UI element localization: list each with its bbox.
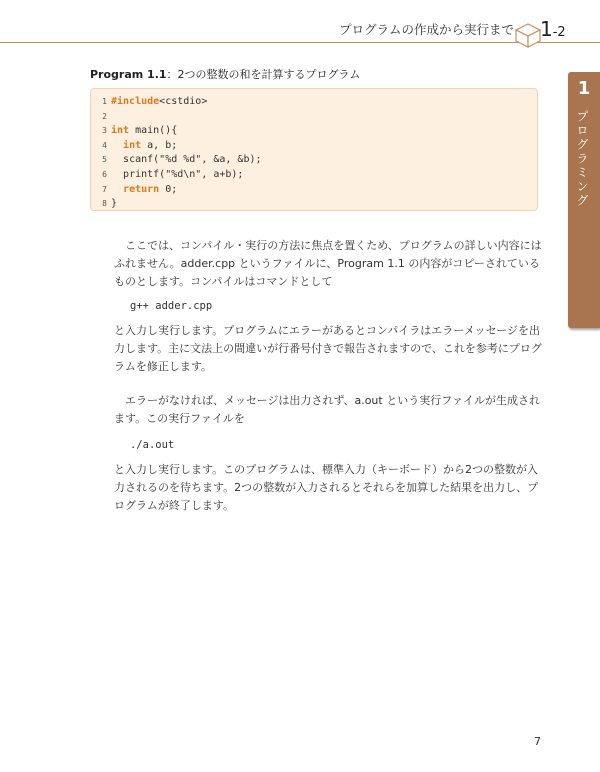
code-line xyxy=(91,197,537,212)
line-number: 4 xyxy=(102,140,107,150)
body-paragraph-2: と入力し実行します。プログラムにエラーがあるとコンパイラはエラーメッセージを出力します。主に文法上の間違いが行番号付きで報告されますので、これを参考にプログラムを修正します。 xyxy=(114,324,542,373)
line-number: 8 xyxy=(102,199,107,209)
code-content: printf("%d\n", a+b); xyxy=(123,168,244,180)
section-number-sub: -2 xyxy=(552,25,566,40)
code-line xyxy=(91,95,537,110)
code-listing xyxy=(90,88,538,211)
code-line xyxy=(91,124,537,139)
code-keyword: return xyxy=(123,183,160,195)
code-text xyxy=(111,197,117,212)
code-keyword: int xyxy=(111,125,130,137)
code-keyword: int xyxy=(123,139,142,151)
code-content: 0; xyxy=(159,183,178,195)
program-caption xyxy=(90,66,360,82)
code-line xyxy=(91,110,537,125)
page-number: 7 xyxy=(534,735,541,748)
code-indent xyxy=(111,169,123,180)
body-paragraph-1: ここでは、コンパイル・実行の方法に焦点を置くため、プログラムの詳しい内容にはふれません。adder.cpp というファイルに、Program 1.1 の内容がコピーされているものとします。コンパイルはコマンドとして xyxy=(114,239,542,288)
code-line xyxy=(91,183,537,198)
program-caption-separator: ： xyxy=(166,68,178,81)
code-line xyxy=(91,153,537,168)
program-label: Program 1.1 xyxy=(90,68,167,81)
code-indent xyxy=(111,154,123,165)
line-number: 2 xyxy=(102,111,107,121)
section-number xyxy=(540,17,566,41)
code-indent xyxy=(111,140,123,151)
code-text xyxy=(111,153,262,168)
program-caption-text: 2つの整数の和を計算するプログラム xyxy=(177,68,361,81)
line-number: 5 xyxy=(102,155,107,165)
code-text xyxy=(111,95,207,110)
cube-icon xyxy=(514,22,542,48)
body-paragraph-3: エラーがなければ、メッセージは出力されず、a.out という実行ファイルが生成されます。この実行ファイルを xyxy=(114,394,540,425)
line-number: 1 xyxy=(102,97,107,106)
code-content: <cstdio> xyxy=(159,96,208,107)
code-line xyxy=(91,139,537,154)
line-number: 6 xyxy=(102,169,107,179)
command-compile: g++ adder.cpp xyxy=(130,300,213,312)
code-content: scanf("%d %d", &a, &b); xyxy=(123,154,262,166)
code-text xyxy=(111,183,177,198)
line-number: 7 xyxy=(102,184,107,194)
code-line xyxy=(91,168,537,183)
code-indent xyxy=(111,184,123,195)
section-number-main: 1 xyxy=(540,17,553,41)
code-content: a, b; xyxy=(141,139,178,151)
chapter-name: プログラミング xyxy=(575,110,589,208)
chapter-number: 1 xyxy=(577,78,591,99)
code-text xyxy=(111,139,177,154)
code-text xyxy=(111,168,243,183)
code-keyword: #include xyxy=(111,96,160,107)
code-content: } xyxy=(111,198,118,210)
body-paragraph-4: と入力し実行します。このプログラムは、標準入力（キーボード）から2つの整数が入力されるのを待ちます。2つの整数が入力されるとそれらを加算した結果を出力し、プログラムが終了します。 xyxy=(114,463,539,512)
chapter-tab xyxy=(568,72,600,328)
code-content: main(){ xyxy=(129,125,178,137)
line-number: 3 xyxy=(102,126,107,136)
command-run: ./a.out xyxy=(130,439,175,451)
header-rule xyxy=(0,42,600,43)
code-text xyxy=(111,124,177,139)
running-header-title: プログラムの作成から実行まで xyxy=(339,22,514,37)
